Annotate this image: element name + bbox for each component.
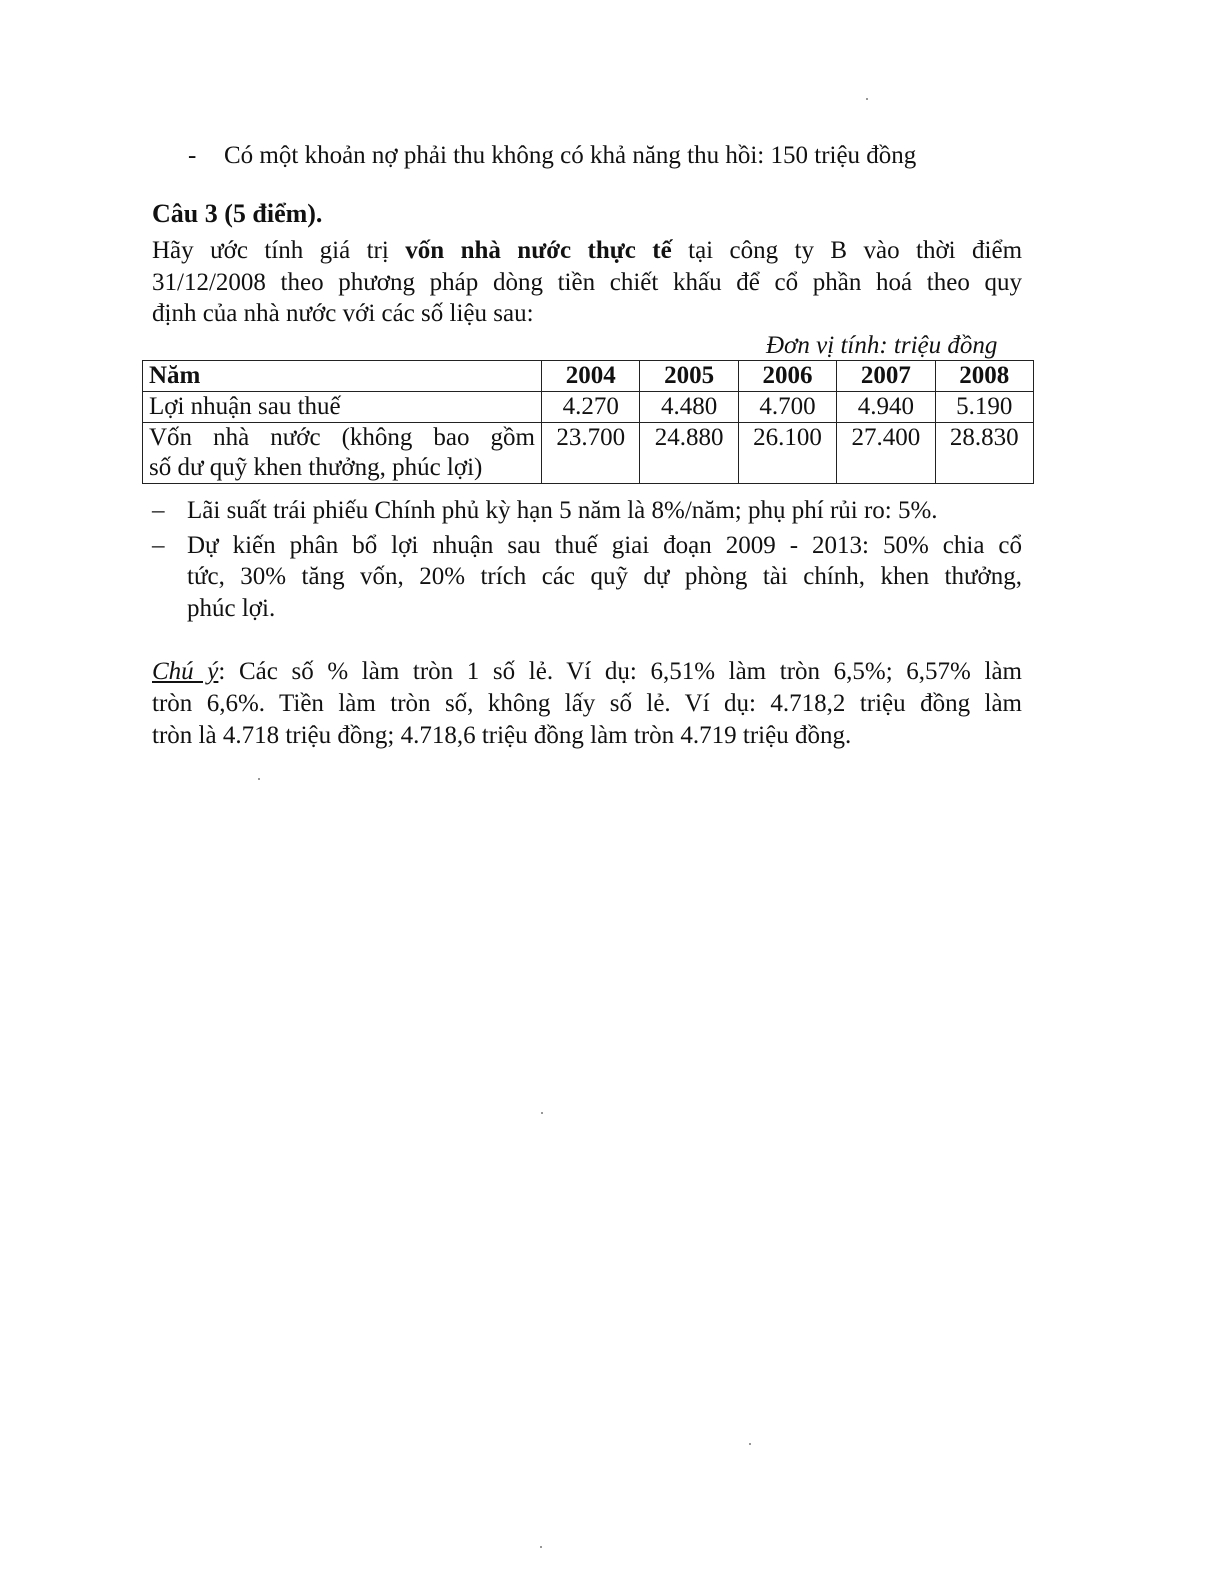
table-year-cell: 2008 [935, 361, 1033, 392]
remark-label: Chú ý [152, 658, 219, 685]
note-item-1: Lãi suất trái phiếu Chính phủ kỳ hạn 5 năm là 8%/năm; phụ phí rủi ro: 5%. [187, 497, 938, 524]
intro-bullet-text: Có một khoản nợ phải thu không có khả năng thu hồi: 150 triệu đồng [224, 142, 917, 169]
table-cell: 5.190 [935, 392, 1033, 423]
table-row-label [143, 423, 542, 484]
note-dash: – [152, 532, 165, 559]
scan-speck [540, 1546, 542, 1548]
table-row [143, 392, 1034, 423]
note-dash: – [152, 497, 165, 524]
table-header-label: Năm [143, 361, 542, 392]
table-row-label-line-1: Vốn nhà nước (không bao gồm [149, 424, 535, 451]
table-cell: 23.700 [542, 423, 640, 484]
remark-line-1 [152, 657, 1022, 687]
question-paragraph-line-2: 31/12/2008 theo phương pháp dòng tiền chiết khấu để cổ phần hoá theo quy [152, 269, 1022, 296]
remark-line-3: tròn là 4.718 triệu đồng; 4.718,6 triệu đồng làm tròn 4.719 triệu đồng. [152, 722, 852, 749]
table-cell: 28.830 [935, 423, 1033, 484]
scan-speck [258, 778, 260, 780]
question-heading: Câu 3 (5 điểm). [152, 199, 323, 228]
para-line1-start: Hãy ước tính giá trị [152, 237, 389, 264]
remark-line1-rest: : Các số % làm tròn 1 số lẻ. Ví dụ: 6,51% làm tròn 6,5%; 6,57% làm [218, 658, 1022, 685]
para-line1-end: tại công ty B vào thời điểm [688, 237, 1023, 264]
table-row-label-line-2: số dư quỹ khen thưởng, phúc lợi) [149, 454, 483, 481]
data-table [142, 360, 1034, 484]
table-cell: 26.100 [738, 423, 836, 484]
table-year-cell: 2005 [640, 361, 738, 392]
table-cell: 4.700 [738, 392, 836, 423]
table-cell: 4.270 [542, 392, 640, 423]
table-year-cell: 2004 [542, 361, 640, 392]
note-item-2-line-2: tức, 30% tăng vốn, 20% trích các quỹ dự phòng tài chính, khen thưởng, [187, 563, 1022, 590]
question-paragraph-line-3: định của nhà nước với các số liệu sau: [152, 300, 534, 327]
bullet-dash: - [188, 142, 197, 169]
remark-line-2: tròn 6,6%. Tiền làm tròn số, không lấy số lẻ. Ví dụ: 4.718,2 triệu đồng làm [152, 690, 1022, 717]
unit-note: Đơn vị tính: triệu đồng [766, 332, 998, 359]
table-cell: 27.400 [837, 423, 935, 484]
table-row [143, 423, 1034, 484]
note-item-2-line-1: Dự kiến phân bổ lợi nhuận sau thuế giai đoạn 2009 - 2013: 50% chia cổ [187, 532, 1022, 559]
scan-speck [866, 98, 868, 100]
table-year-cell: 2007 [837, 361, 935, 392]
scan-speck [541, 1112, 543, 1114]
scan-speck [749, 1443, 751, 1445]
question-paragraph-line-1 [152, 236, 1022, 266]
note-item-2-line-3: phúc lợi. [187, 595, 276, 622]
table-year-cell: 2006 [738, 361, 836, 392]
para-line1-bold: vốn nhà nước thực tế [405, 237, 672, 264]
table-row-label: Lợi nhuận sau thuế [143, 392, 542, 423]
table-header-row [143, 361, 1034, 392]
table-cell: 24.880 [640, 423, 738, 484]
table-cell: 4.480 [640, 392, 738, 423]
table-cell: 4.940 [837, 392, 935, 423]
